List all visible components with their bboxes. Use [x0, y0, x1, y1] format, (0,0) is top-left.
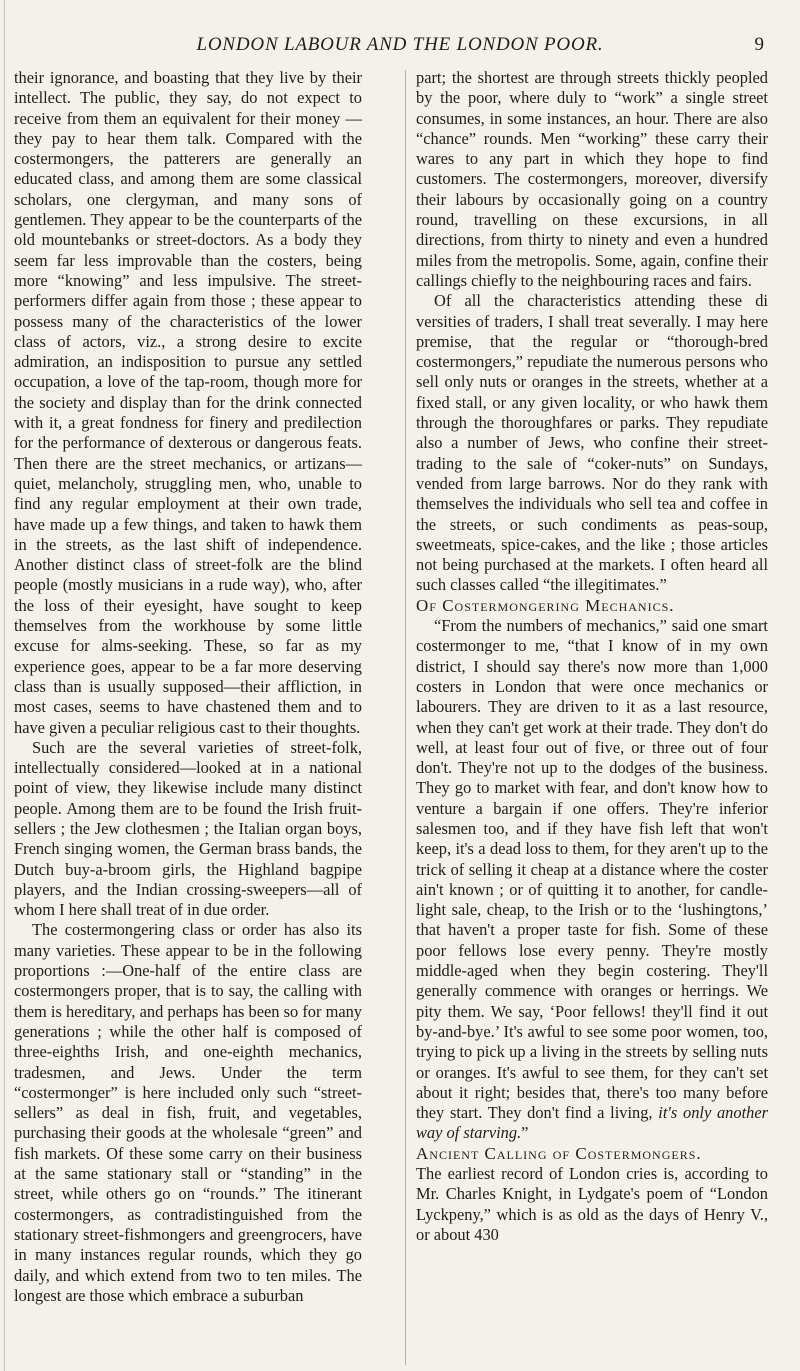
running-head: LONDON LABOUR AND THE LONDON POOR.: [196, 34, 604, 55]
right-paragraph-4: The earliest record of London cries is, according to Mr. Charles Knight, in Lydgate's poem of “London Lyckpeny,” which is as old as the days of Henry V., or about 430: [416, 1164, 768, 1244]
quote-italic-text: it's only another way of starving.: [416, 1103, 768, 1143]
column-divider: [405, 70, 406, 1365]
quote-main-text: “From the numbers of mechanics,” said one smart costermonger to me, “that I know of in my own district, I should say there's now more than 1,000 costers in London that were once mechanics or labourers. They are driven to it as a last resource, when they can't get work at their trade. They don't do well, at least four out of five, or three out of four don't. They're not up to the dodges of the business. They go to market with fear, and don't know how to venture a bargain if one offers. They're inferior salesmen too, and if they have fish left that won't keep, it's a dead loss to them, for they aren't up to the trick of selling it cheap at a distance where the coster ain't known ; or of quitting it to another, for candle-light sale, cheap, to the Irish or to the ‘lushingtons,’ that haven't a proper taste for fish. Some of these poor fellows lose every penny. They're mostly middle-aged when they begin costering. They'll generally commence with oranges or herrings. We pity them. We say, ‘Poor fellows! they'll find it out by-and-bye.’ It's awful to see some poor women, too, trying to pick up a living in the streets by selling nuts or oranges. It's awful to see them, for they can't set about it right; besides that, there's too many before they start. They don't find a living,: [416, 616, 768, 1123]
right-paragraph-2: Of all the characteristics attending these di versities of traders, I shall treat severally. I may here premise, that the regular or “thorough-bred costermongers,” repudiate the numerous persons who sell only nuts or oranges in the streets, whether at a fixed stall, or any given locality, or who hawk them through the thoroughfares or parks. They repudiate also a number of Jews, who confine their street-trading to the sale of “coker-nuts” on Sundays, vended from large barrows. Nor do they rank with themselves the individuals who sell tea and coffee in the streets, or such condiments as peas-soup, sweetmeats, spice-cakes, and the like ; those articles not being purchased at the markets. I often heard all such classes called “the illegitimates.”: [416, 291, 768, 595]
right-paragraph-3: [416, 616, 768, 1144]
left-column: [14, 68, 362, 1306]
right-column: [416, 68, 768, 1245]
left-paragraph-1: their ignorance, and boasting that they live by their intellect. The public, they say, do not expect to receive from them an equivalent for their money — they pay to hear them talk. Compared with the costermongers, the patterers are generally an educated class, and among them are some classical scholars, one clergyman, and many sons of gentlemen. They appear to be the counterparts of the old mountebanks or street-doctors. As a body they seem far less improvable than the costers, being more “knowing” and less impulsive. The street-performers differ again from those ; these appear to possess many of the characteristics of the lower class of actors, viz., a strong desire to excite admiration, an indisposition to pursue any settled occupation, a love of the tap-room, though more for the society and display than for the drink connected with it, a great fondness for finery and predilection for the performance of dexterous or dangerous feats. Then there are the street mechanics, or artizans— quiet, melancholy, struggling men, who, unable to find any regular employment at their own trade, have made up a few things, and taken to hawk them in the streets, as the last shift of independence. Another distinct class of street-folk are the blind people (mostly musicians in a rude way), who, after the loss of their eyesight, have sought to keep themselves from the workhouse by some little excuse for alms-seeking. These, so far as my experience goes, appear to be a far more deserving class than is usually supposed—their affliction, in most cases, seems to have chastened them and to have given a peculiar religious cast to their thoughts.: [14, 68, 362, 737]
quote-close: ”: [521, 1123, 529, 1143]
right-paragraph-1: part; the shortest are through streets thickly peopled by the poor, where duly to “work” a single street consumes, in some instances, an hour. There are also “chance” rounds. Men “working” these carry their wares to any part in which they hope to find customers. The costermongers, moreover, diversify their labours by occasionally going on a country round, travelling on these excursions, in all directions, from thirty to ninety and even a hundred miles from the metropolis. Some, again, confine their callings chiefly to the neighbouring races and fairs.: [416, 68, 768, 290]
page-number: 9: [754, 34, 764, 55]
page-edge-line: [4, 0, 5, 1371]
section-heading-ancient-calling: Ancient Calling of Costermongers.: [416, 1143, 702, 1163]
section-heading-mechanics: Of Costermongering Mechanics.: [416, 595, 675, 615]
left-paragraph-3: The costermongering class or order has also its many varieties. These appear to be in the following proportions :—One-half of the entire class are costermongers proper, that is to say, the calling with them is hereditary, and perhaps has been so for many generations ; while the other half is composed of three-eighths Irish, and one-eighth mechanics, tradesmen, and Jews. Under the term “costermonger” is here included only such “street-sellers” as deal in fish, fruit, and vegetables, purchasing their goods at the wholesale “green” and fish markets. Of these some carry on their business at the same stationary stall or “standing” in the street, while others go on “rounds.” The itinerant costermongers, as contradistinguished from the stationary street-fishmongers and greengrocers, have in many instances regular rounds, which they go daily, and which extend from two to ten miles. The longest are those which embrace a suburban: [14, 920, 362, 1305]
left-paragraph-2: Such are the several varieties of street-folk, intellectually considered—looked at in a national point of view, they likewise include many distinct people. Among them are to be found the Irish fruit-sellers ; the Jew clothesmen ; the Italian organ boys, French singing women, the German brass bands, the Dutch buy-a-broom girls, the Highland bagpipe players, and the Indian crossing-sweepers—all of whom I here shall treat of in due order.: [14, 737, 362, 920]
